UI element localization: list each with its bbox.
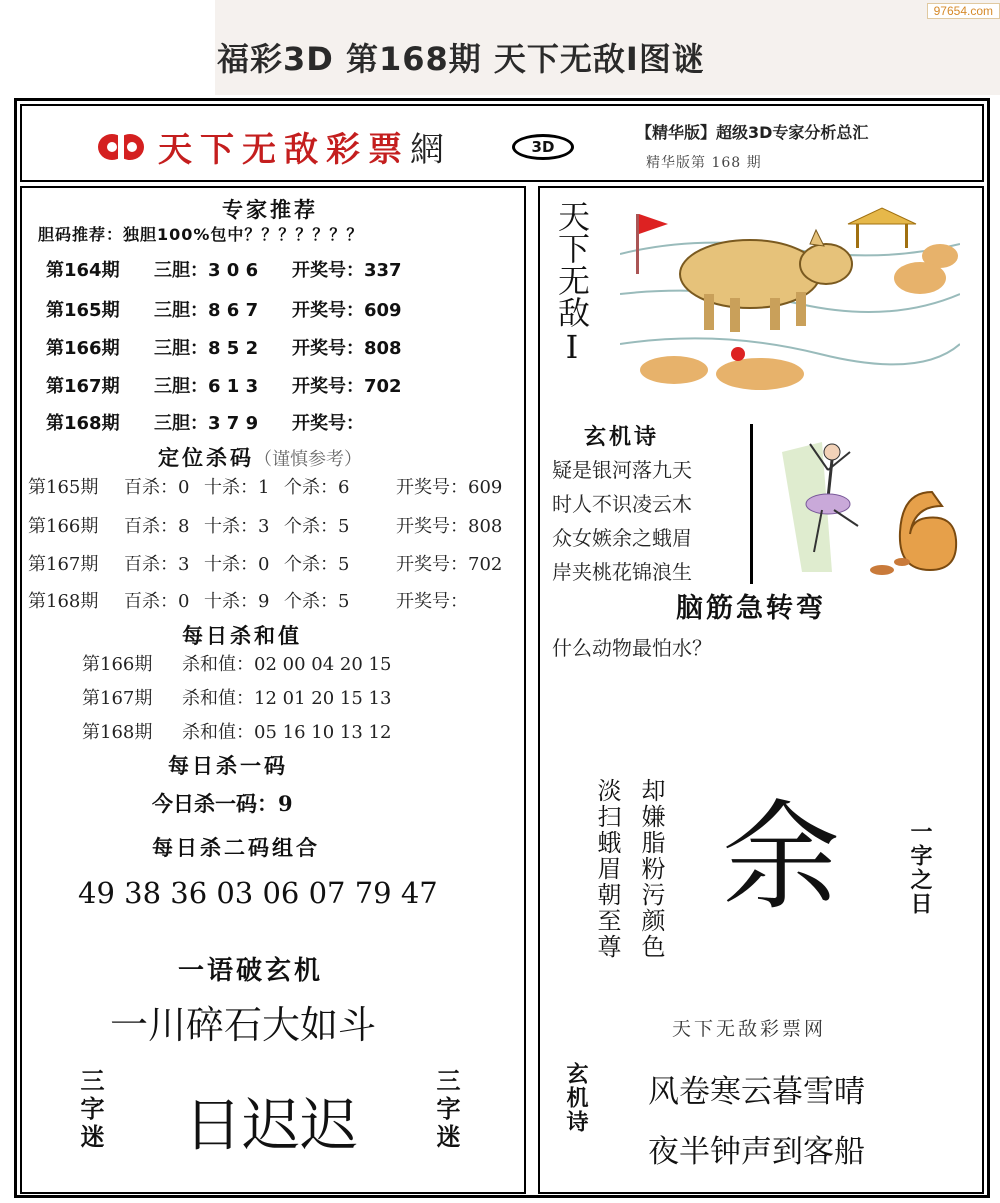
logo-text: 天下无敌彩票網 <box>158 130 452 170</box>
big-answer-char: 余 <box>722 788 841 926</box>
site-watermark[interactable]: 97654.com <box>927 3 1000 19</box>
dan-recommend-line: 胆码推荐：独胆100%包中？？？？？？？ <box>38 225 364 244</box>
brain-title: 脑筋急转弯 <box>676 593 826 624</box>
kill-note: （谨慎参考） <box>254 449 362 470</box>
sandan-row: 第168期 <box>46 413 120 434</box>
sandan-dan: 三胆：3 0 6 <box>154 260 259 281</box>
kill-issue: 第167期 <box>28 554 99 575</box>
vertical-title: 天下无敌Ⅰ <box>553 200 591 366</box>
poster-frame <box>14 98 990 1198</box>
sandan-row: 第164期 <box>46 260 120 281</box>
sum-issue: 第166期 <box>82 654 153 675</box>
kill2-title: 每日杀二码组合 <box>152 836 320 860</box>
sandan-row: 第165期 <box>46 300 120 321</box>
edition-label: 【精华版】超级3D专家分析总汇 <box>636 123 869 142</box>
expert-title: 专家推荐 <box>222 198 318 222</box>
kill-title: 定位杀码（谨慎参考） <box>158 446 362 470</box>
kill-ge: 个杀：5 <box>284 516 350 537</box>
poem-line: 疑是银河落九天 <box>552 458 692 482</box>
kill-shi: 十杀：0 <box>204 554 270 575</box>
left-panel <box>20 186 526 1194</box>
kill-draw: 开奖号：609 <box>396 477 503 498</box>
bottom-poem-line: 夜半钟声到客船 <box>648 1134 865 1170</box>
riddle-line: 一川碎石大如斗 <box>110 1003 377 1047</box>
sandan-draw: 开奖号：702 <box>292 376 402 397</box>
sum-value: 杀和值：02 00 04 20 15 <box>182 654 392 675</box>
right-panel <box>538 186 984 1194</box>
three-char-answer: 日迟迟 <box>184 1091 359 1159</box>
kill-draw: 开奖号： <box>396 591 468 612</box>
sandan-draw: 开奖号：609 <box>292 300 402 321</box>
bottom-poem-line: 风卷寒云暮雪晴 <box>648 1074 865 1110</box>
three-char-label-right: 三字迷 <box>432 1068 460 1152</box>
sum-value: 杀和值：05 16 10 13 12 <box>182 722 392 743</box>
top-bar <box>215 0 1000 95</box>
kill-shi: 十杀：1 <box>204 477 270 498</box>
pig-illustration <box>620 194 960 404</box>
3d-badge: 3D <box>512 134 574 160</box>
sandan-draw: 开奖号：337 <box>292 260 402 281</box>
sandan-dan: 三胆：3 7 9 <box>154 413 259 434</box>
kill-ge: 个杀：5 <box>284 554 350 575</box>
sandan-draw: 开奖号： <box>292 413 364 434</box>
sum-value: 杀和值：12 01 20 15 13 <box>182 688 392 709</box>
sum-issue: 第168期 <box>82 722 153 743</box>
one-char-label: 一字之日 <box>907 820 932 916</box>
bottom-poem-label: 玄机诗 <box>563 1062 588 1134</box>
issue-line: 精华版第 168 期 <box>646 155 762 171</box>
logo-icon <box>94 129 154 165</box>
three-char-label-left: 三字迷 <box>76 1068 104 1152</box>
kill-shi: 十杀：3 <box>204 516 270 537</box>
poem-line: 岸夹桃花锦浪生 <box>552 560 692 584</box>
site-name: 天下无敌彩票网 <box>672 1018 827 1040</box>
kill-ge: 个杀：5 <box>284 591 350 612</box>
kill-bai: 百杀：3 <box>124 554 190 575</box>
sandan-row: 第166期 <box>46 338 120 359</box>
poem-divider <box>750 424 753 584</box>
kill-shi: 十杀：9 <box>204 591 270 612</box>
sum-issue: 第167期 <box>82 688 153 709</box>
sandan-draw: 开奖号：808 <box>292 338 402 359</box>
dancer-illustration <box>762 422 972 582</box>
poster-header <box>20 104 984 182</box>
sandan-dan: 三胆：8 5 2 <box>154 338 259 359</box>
poem-line: 众女嫉余之蛾眉 <box>552 526 692 550</box>
sandan-row: 第167期 <box>46 376 120 397</box>
kill-ge: 个杀：6 <box>284 477 350 498</box>
kill-issue: 第168期 <box>28 591 99 612</box>
poem-title: 玄机诗 <box>584 425 660 450</box>
kill-bai: 百杀：8 <box>124 516 190 537</box>
site-logo <box>94 122 452 171</box>
kill-draw: 开奖号：808 <box>396 516 503 537</box>
kill1-line: 今日杀一码：9 <box>152 791 293 816</box>
page-title: 福彩3D 第168期 天下无敌Ⅰ图谜 <box>217 40 705 78</box>
kill-bai: 百杀：0 <box>124 477 190 498</box>
sandan-dan: 三胆：8 6 7 <box>154 300 259 321</box>
brain-question: 什么动物最怕水？ <box>552 636 712 660</box>
kill2-line: 49 38 36 03 06 07 79 47 <box>78 876 438 910</box>
riddle-title: 一语破玄机 <box>178 956 324 986</box>
kill-bai: 百杀：0 <box>124 591 190 612</box>
vertical-poem-2: 却嫌脂粉污颜色 <box>637 778 665 960</box>
kill-issue: 第166期 <box>28 516 99 537</box>
sum-title: 每日杀和值 <box>182 624 302 648</box>
kill-issue: 第165期 <box>28 477 99 498</box>
kill1-title: 每日杀一码 <box>168 754 288 778</box>
sandan-dan: 三胆：6 1 3 <box>154 376 259 397</box>
kill-draw: 开奖号：702 <box>396 554 503 575</box>
poem-line: 时人不识凌云木 <box>552 492 692 516</box>
vertical-poem-1: 淡扫蛾眉朝至尊 <box>593 778 621 960</box>
